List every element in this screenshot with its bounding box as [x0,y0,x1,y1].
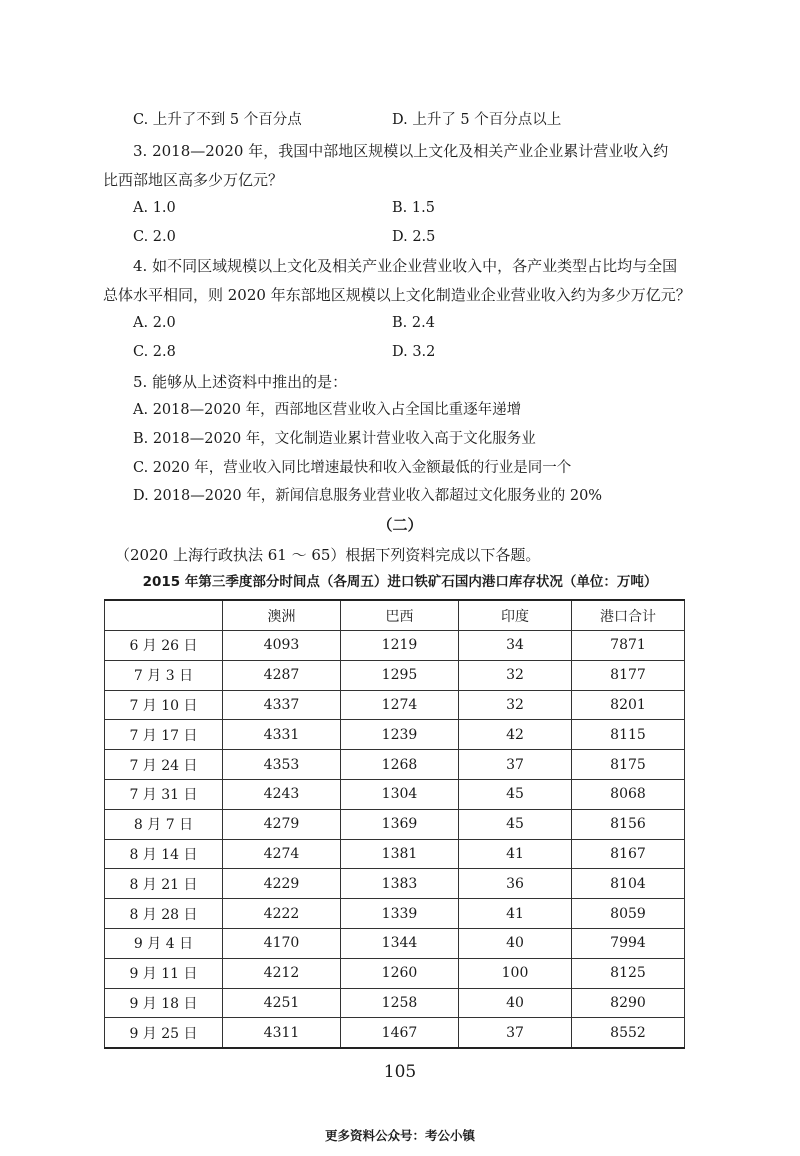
cell-port-total: 8156 [572,809,685,839]
table-row [105,1018,685,1048]
cell-australia: 4287 [223,660,341,690]
header-port-total: 港口合计 [572,600,685,631]
inventory-table [104,599,685,1049]
table-title: 2015 年第三季度部分时间点（各周五）进口铁矿石国内港口库存状况（单位：万吨） [142,574,658,590]
table-row [105,958,685,988]
cell-australia: 4251 [223,988,341,1018]
q5-option-c: C. 2020 年，营业收入同比增速最快和收入金额最低的行业是同一个 [133,460,572,476]
cell-australia: 4353 [223,750,341,780]
q5-text: 5. 能够从上述资料中推出的是： [133,373,348,391]
cell-port-total: 8552 [572,1018,685,1048]
cell-brazil: 1268 [341,750,459,780]
cell-brazil: 1258 [341,988,459,1018]
cell-date: 8 月 7 日 [105,809,223,839]
q3-option-a: A. 1.0 [133,200,176,216]
cell-australia: 4274 [223,839,341,869]
cell-india: 45 [459,809,572,839]
page-number: 105 [383,1062,417,1082]
cell-brazil: 1381 [341,839,459,869]
q4-option-c: C. 2.8 [133,344,176,360]
cell-date: 6 月 26 日 [105,631,223,661]
footer-note: 更多资料公众号：考公小镇 [324,1128,475,1143]
section-intro: （2020 上海行政执法 61 ～ 65）根据下列资料完成以下各题。 [115,546,541,564]
cell-brazil: 1295 [341,660,459,690]
cell-date: 8 月 14 日 [105,839,223,869]
cell-brazil: 1274 [341,690,459,720]
cell-date: 9 月 4 日 [105,928,223,958]
cell-brazil: 1369 [341,809,459,839]
cell-date: 7 月 17 日 [105,720,223,750]
cell-port-total: 7871 [572,631,685,661]
cell-port-total: 8104 [572,869,685,899]
q3-option-c: C. 2.0 [133,229,176,245]
cell-port-total: 7994 [572,928,685,958]
cell-india: 41 [459,839,572,869]
cell-australia: 4229 [223,869,341,899]
cell-australia: 4170 [223,928,341,958]
cell-australia: 4212 [223,958,341,988]
cell-brazil: 1260 [341,958,459,988]
cell-india: 34 [459,631,572,661]
cell-brazil: 1219 [341,631,459,661]
header-brazil: 巴西 [341,600,459,631]
cell-india: 37 [459,750,572,780]
cell-india: 32 [459,660,572,690]
cell-india: 45 [459,779,572,809]
cell-port-total: 8125 [572,958,685,988]
q4-option-b: B. 2.4 [392,315,435,331]
q4-text-line2: 总体水平相同，则 2020 年东部地区规模以上文化制造业企业营业收入约为多少万亿元？ [103,286,691,304]
cell-date: 7 月 31 日 [105,779,223,809]
q5-option-d: D. 2018—2020 年，新闻信息服务业营业收入都超过文化服务业的 20% [133,488,603,504]
cell-india: 40 [459,988,572,1018]
table-row [105,899,685,929]
table-row [105,928,685,958]
cell-port-total: 8201 [572,690,685,720]
cell-india: 42 [459,720,572,750]
cell-india: 100 [459,958,572,988]
cell-port-total: 8290 [572,988,685,1018]
cell-brazil: 1304 [341,779,459,809]
q3-option-d: D. 2.5 [392,229,436,245]
cell-india: 40 [459,928,572,958]
header-india: 印度 [459,600,572,631]
cell-port-total: 8059 [572,899,685,929]
cell-date: 9 月 25 日 [105,1018,223,1048]
table-row [105,690,685,720]
q3-text-line2: 比西部地区高多少万亿元？ [103,171,284,189]
table-body [105,631,685,1049]
cell-india: 32 [459,690,572,720]
cell-india: 37 [459,1018,572,1048]
q2-option-c: C. 上升了不到 5 个百分点 [133,112,302,128]
cell-date: 7 月 10 日 [105,690,223,720]
cell-india: 41 [459,899,572,929]
table-row [105,988,685,1018]
q5-option-a: A. 2018—2020 年，西部地区营业收入占全国比重逐年递增 [133,402,522,418]
cell-australia: 4222 [223,899,341,929]
header-date [105,600,223,631]
table-row [105,720,685,750]
q3-option-b: B. 1.5 [392,200,435,216]
cell-brazil: 1344 [341,928,459,958]
cell-port-total: 8177 [572,660,685,690]
table-row [105,839,685,869]
cell-date: 9 月 18 日 [105,988,223,1018]
cell-australia: 4279 [223,809,341,839]
cell-port-total: 8068 [572,779,685,809]
cell-australia: 4243 [223,779,341,809]
q3-text-line1: 3. 2018—2020 年，我国中部地区规模以上文化及相关产业企业累计营业收入约 [133,142,669,160]
cell-port-total: 8175 [572,750,685,780]
q4-text-line1: 4. 如不同区域规模以上文化及相关产业企业营业收入中，各产业类型占比均与全国 [133,257,678,275]
cell-date: 7 月 3 日 [105,660,223,690]
q4-option-a: A. 2.0 [133,315,176,331]
header-australia: 澳洲 [223,600,341,631]
table-row [105,750,685,780]
cell-australia: 4093 [223,631,341,661]
table-row [105,660,685,690]
table-row [105,631,685,661]
cell-port-total: 8115 [572,720,685,750]
cell-brazil: 1339 [341,899,459,929]
cell-australia: 4311 [223,1018,341,1048]
cell-date: 9 月 11 日 [105,958,223,988]
cell-date: 8 月 21 日 [105,869,223,899]
table-row [105,809,685,839]
cell-brazil: 1467 [341,1018,459,1048]
cell-brazil: 1383 [341,869,459,899]
table-row [105,869,685,899]
cell-australia: 4337 [223,690,341,720]
q4-option-d: D. 3.2 [392,344,436,360]
cell-date: 8 月 28 日 [105,899,223,929]
cell-brazil: 1239 [341,720,459,750]
table-header-row [105,600,685,631]
cell-india: 36 [459,869,572,899]
table-row [105,779,685,809]
q5-option-b: B. 2018—2020 年，文化制造业累计营业收入高于文化服务业 [133,431,536,447]
cell-port-total: 8167 [572,839,685,869]
q2-option-d: D. 上升了 5 个百分点以上 [392,112,562,128]
section-title: （二） [377,516,423,534]
cell-date: 7 月 24 日 [105,750,223,780]
cell-australia: 4331 [223,720,341,750]
